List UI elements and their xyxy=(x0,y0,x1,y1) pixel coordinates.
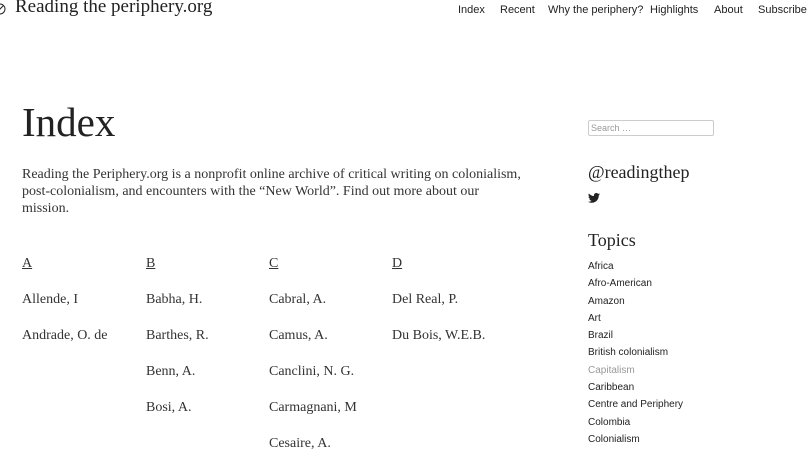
letter-heading-a[interactable]: A xyxy=(22,256,33,271)
topic-item[interactable]: Capitalism xyxy=(588,364,635,376)
index-column-d xyxy=(392,256,512,364)
twitter-icon[interactable] xyxy=(588,193,600,203)
topic-item[interactable]: Africa xyxy=(588,261,614,272)
nav-index[interactable]: Index xyxy=(458,4,485,16)
author-link[interactable]: Benn, A. xyxy=(146,364,196,379)
topics-list xyxy=(588,258,683,448)
letter-heading-c[interactable]: C xyxy=(269,256,279,271)
index-column-a xyxy=(22,256,142,364)
author-link[interactable]: Camus, A. xyxy=(269,328,328,343)
author-link[interactable]: Andrade, O. de xyxy=(22,328,108,343)
nav-why-the-periphery[interactable]: Why the periphery? xyxy=(548,4,644,16)
topic-item[interactable]: Afro-American xyxy=(588,278,652,290)
letter-heading-d[interactable]: D xyxy=(392,256,403,271)
topic-item[interactable]: Brazil xyxy=(588,330,614,342)
topic-item[interactable]: Centre and Periphery xyxy=(588,399,684,411)
nav-about[interactable]: About xyxy=(714,4,743,16)
author-link[interactable]: Bosi, A. xyxy=(146,400,192,415)
author-link[interactable]: Barthes, R. xyxy=(146,328,209,343)
index-column-c xyxy=(269,256,389,472)
author-link[interactable]: Cesaire, A. xyxy=(269,436,331,451)
author-link[interactable]: Cabral, A. xyxy=(269,292,327,307)
topic-item[interactable]: Colonialism xyxy=(588,433,640,445)
author-link[interactable]: Canclini, N. G. xyxy=(269,364,355,379)
topic-item[interactable]: Amazon xyxy=(588,295,625,307)
topic-item[interactable]: Art xyxy=(588,312,601,324)
author-link[interactable]: Allende, I xyxy=(22,292,78,307)
site-title[interactable]: Reading the periphery.org xyxy=(15,0,213,17)
author-link[interactable]: Babha, H. xyxy=(146,292,203,307)
nav-recent[interactable]: Recent xyxy=(500,4,535,16)
author-link[interactable]: Del Real, P. xyxy=(392,292,459,307)
search-input[interactable] xyxy=(588,120,714,136)
index-column-b xyxy=(146,256,266,436)
nav-highlights[interactable]: Highlights xyxy=(650,4,699,16)
topic-item[interactable]: Colombia xyxy=(588,416,631,428)
main-nav xyxy=(0,4,807,20)
topic-item[interactable]: Caribbean xyxy=(588,382,635,394)
letter-heading-b[interactable]: B xyxy=(146,256,156,271)
topic-item[interactable]: British colonialism xyxy=(588,347,669,359)
page-title: Index xyxy=(22,99,116,145)
twitter-handle[interactable]: @readingthep xyxy=(588,162,690,182)
nav-subscribe[interactable]: Subscribe xyxy=(758,4,807,16)
intro-text: Reading the Periphery.org is a nonprofit online archive of critical writing on colonialism, post-colonialism, and encounters with the “New World”. Find out more about our mission. xyxy=(22,167,521,216)
topics-heading: Topics xyxy=(588,230,636,250)
author-link[interactable]: Carmagnani, M xyxy=(269,400,357,415)
author-link[interactable]: Du Bois, W.E.B. xyxy=(392,328,486,343)
site-header xyxy=(0,0,807,22)
